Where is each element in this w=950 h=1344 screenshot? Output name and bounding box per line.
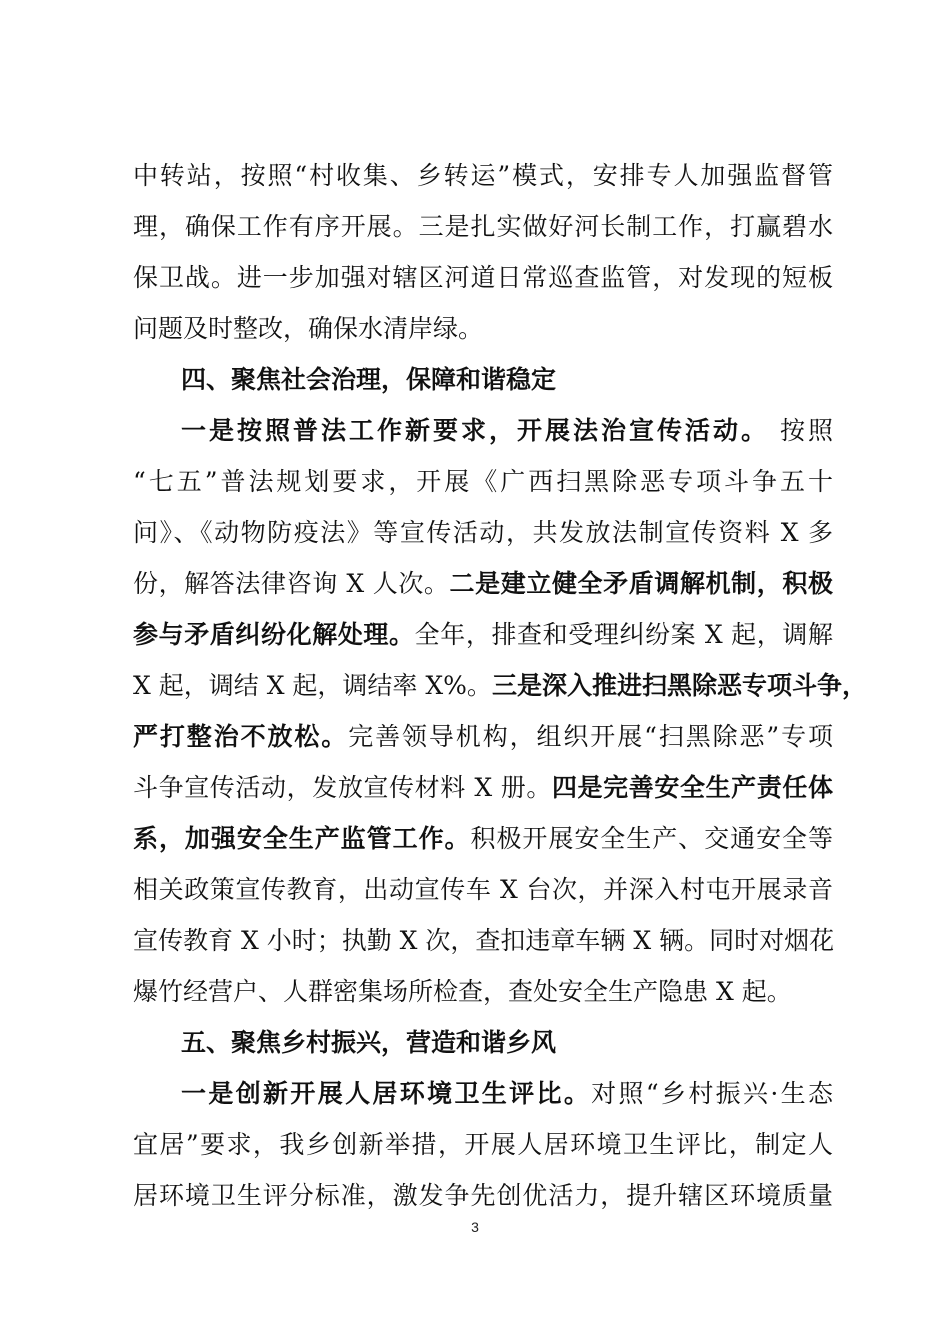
body-line: X 起，调结 X 起，调结率 X%。三是深入推进扫黑除恶专项斗争， — [133, 671, 867, 700]
body-line: 理，确保工作有序开展。三是扎实做好河长制工作，打赢碧水 — [133, 212, 833, 241]
body-line: 份，解答法律咨询 X 人次。二是建立健全矛盾调解机制，积极 — [133, 569, 833, 598]
key-point: 四是完善安全生产责任体 — [551, 773, 833, 802]
key-point: 三是深入推进扫黑除恶专项斗争， — [491, 671, 867, 700]
section-heading-5: 五、聚焦乡村振兴，营造和谐乡风 — [181, 1028, 557, 1057]
body-line: “七五”普法规划要求，开展《广西扫黑除恶专项斗争五十 — [133, 467, 833, 496]
key-point: 一是按照普法工作新要求，开展法治宣传活动。 — [181, 416, 770, 445]
body-line: 问题及时整改，确保水清岸绿。 — [133, 314, 484, 343]
body-line: 严打整治不放松。完善领导机构，组织开展“扫黑除恶”专项 — [133, 722, 833, 751]
body-line: 问》、《动物防疫法》等宣传活动，共发放法制宣传资料 X 多 — [133, 518, 833, 547]
body-line: 中转站，按照“村收集、乡转运”模式，安排专人加强监督管 — [133, 161, 833, 190]
body-line: 参与矛盾纠纷化解处理。全年，排查和受理纠纷案 X 起，调解 — [133, 620, 833, 649]
body-line: 居环境卫生评分标准，激发争先创优活力，提升辖区环境质量 — [133, 1181, 833, 1210]
document-body — [133, 150, 867, 1221]
key-point: 严打整治不放松。 — [133, 722, 349, 751]
section-heading-4: 四、聚焦社会治理，保障和谐稳定 — [181, 365, 557, 394]
key-point: 一是创新开展人居环境卫生评比。 — [181, 1079, 592, 1108]
body-line: 宜居”要求，我乡创新举措，开展人居环境卫生评比，制定人 — [133, 1130, 833, 1159]
key-point: 参与矛盾纠纷化解处理。 — [133, 620, 415, 649]
body-line: 宣传教育 X 小时；执勤 X 次，查扣违章车辆 X 辆。同时对烟花 — [133, 926, 835, 955]
body-line: 斗争宣传活动，发放宣传材料 X 册。四是完善安全生产责任体 — [133, 773, 833, 802]
body-line: 一是创新开展人居环境卫生评比。对照“乡村振兴·生态 — [181, 1079, 833, 1108]
body-line: 系，加强安全生产监管工作。积极开展安全生产、交通安全等 — [133, 824, 833, 853]
body-line: 爆竹经营户、人群密集场所检查，查处安全生产隐患 X 起。 — [133, 977, 792, 1006]
key-point: 系，加强安全生产监管工作。 — [133, 824, 471, 853]
body-line: 相关政策宣传教育，出动宣传车 X 台次，并深入村屯开展录音 — [133, 875, 833, 904]
body-line: 一是按照普法工作新要求，开展法治宣传活动。 按照 — [181, 416, 833, 445]
page-number: 3 — [471, 1219, 479, 1235]
key-point: 二是建立健全矛盾调解机制，积极 — [449, 569, 833, 598]
body-line: 保卫战。进一步加强对辖区河道日常巡查监管，对发现的短板 — [133, 263, 833, 292]
